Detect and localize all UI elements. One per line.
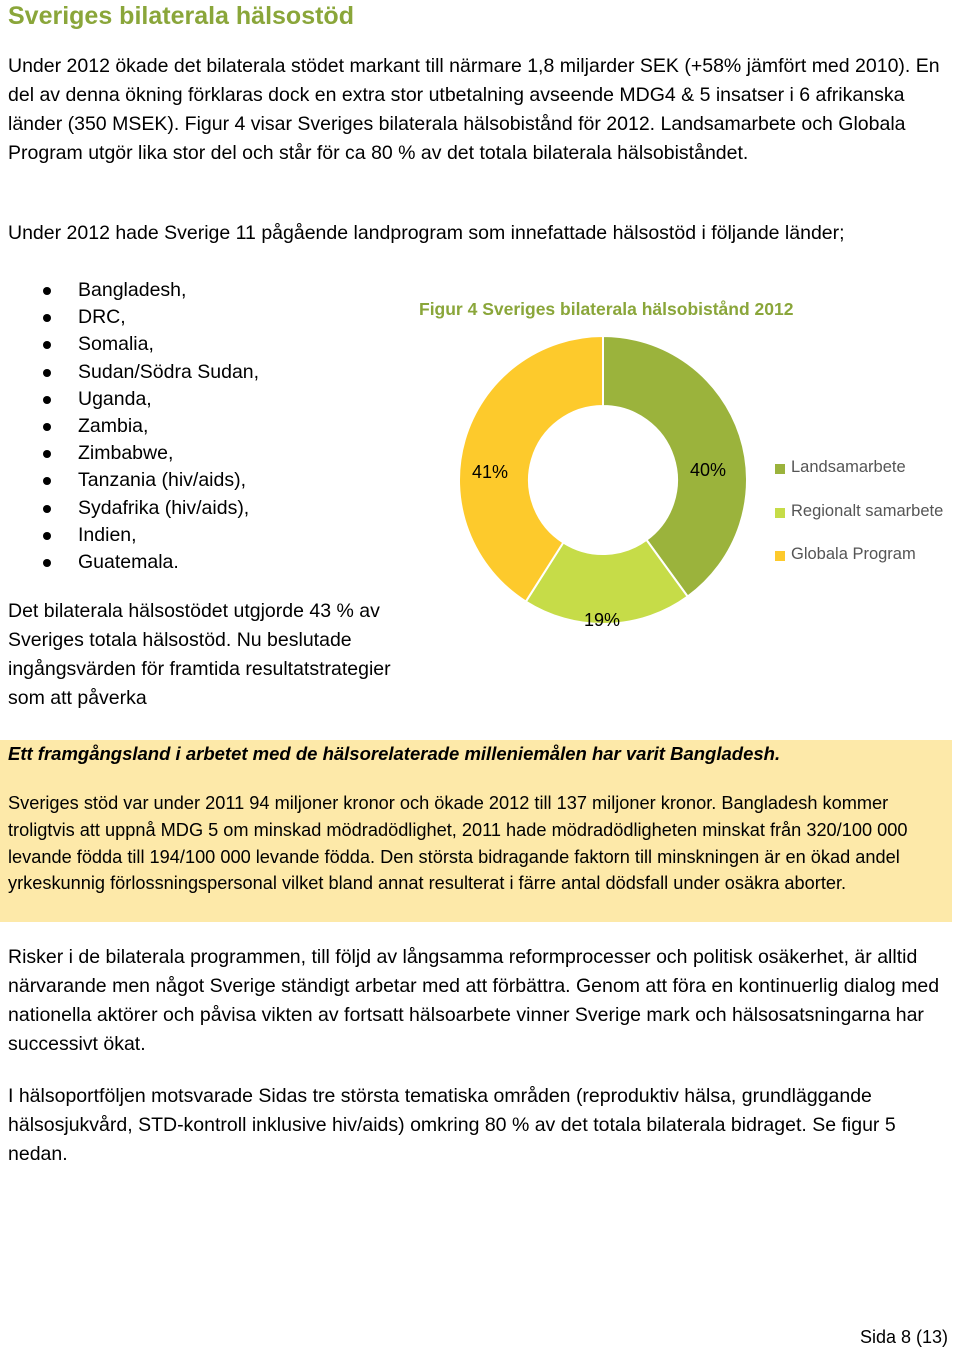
list-item-label: Guatemala. [78,550,179,573]
intro-paragraph: Under 2012 ökade det bilaterala stödet markant till närmare 1,8 miljarder SEK (+58% jämfört med 2010). En del av denna ökning förklaras dock en extra stor utbetalning avseende MDG4 & 5 insatser i 6 afrikanska länder (350 MSEK). Figur 4 visar Sveriges bilaterala hälsobistånd för 2012. Landsamarbete och Globala Program utgör lika stor del och står för ca 80 % av det totala bilaterala hälsobiståndet. [8,55,940,164]
list-item-label: Sydafrika (hiv/aids), [78,496,250,519]
highlight-body: Sveriges stöd var under 2011 94 miljoner kronor och ökade 2012 till 137 miljoner kronor. Bangladesh kommer troligtvis att uppnå MDG 5 om minskad mödradödlighet, 2011 hade mödradödligheten minskat från 320/100 000 levande födda till 194/100 000 levande födda. Den största bidragande faktorn till minskningen är en ökad andel yrkeskunnig förlossningspersonal vilket bland annat resulterat i färre antal dödsfall under osäkra aborter. [8,793,908,894]
page-title: Sveriges bilaterala hälsostöd [8,2,354,30]
chart-legend [775,458,943,589]
legend-item [775,502,943,546]
list-item-label: Tanzania (hiv/aids), [78,469,246,492]
list-item-label: Sudan/Södra Sudan, [78,360,260,383]
list-item-label: Zimbabwe, [78,442,174,465]
legend-swatch-landsamarbete [775,464,785,474]
risks-paragraph: Risker i de bilaterala programmen, till följd av långsamma reformprocesser och politisk osäkerhet, är alltid närvarande men något Sverige ständigt arbetar med att förbättra. Genom att föra en kontinuerlig dialog med nationella aktörer och påvisa vikten av fortsatt hälsoarbete vinner Sverige mark och hälsosatsningarna har successivt ökat. [8,946,940,1055]
list-item-label: DRC, [78,306,126,329]
slice-label-regionalt: 19% [584,610,621,630]
portfolio-paragraph: I hälsoportföljen motsvarade Sidas tre största tematiska områden (reproduktiv hälsa, grundläggande hälsosjukvård, STD-kontroll inklusive hiv/aids) omkring 80 % av det totala bilaterala bidraget. Se figur 5 nedan. [8,1085,896,1165]
legend-label: Regionalt samarbete [791,501,944,520]
page-number: Sida 8 (13) [859,1327,948,1347]
list-item-label: Bangladesh, [78,279,187,301]
highlight-heading: Ett framgångsland i arbetet med de hälsorelaterade milleniemålen har varit Bangladesh. [8,743,781,764]
legend-item [775,545,943,589]
list-item-label: Zambia, [78,414,149,437]
list-item-label: Somalia, [78,333,154,356]
list-item-label: Uganda, [78,387,152,410]
chart-title: Figur 4 Sveriges bilaterala hälsobistånd 2012 [419,299,794,319]
slice-label-globala: 41% [472,462,509,482]
share-paragraph: Det bilaterala hälsostödet utgjorde 43 % av Sveriges totala hälsostöd. Nu beslutade ingångsvärden för framtida resultatstrategier som att påverka [8,600,391,709]
legend-swatch-globala [775,551,785,561]
countries-intro-paragraph: Under 2012 hade Sverige 11 pågående landprogram som innefattade hälsostöd i följande länder; [8,222,845,244]
list-item-label: Indien, [78,523,137,546]
slice-label-landsamarbete: 40% [690,460,727,480]
legend-label: Globala Program [791,545,916,563]
legend-swatch-regionalt [775,508,785,518]
legend-item [775,458,943,502]
legend-label: Landsamarbete [791,458,906,476]
